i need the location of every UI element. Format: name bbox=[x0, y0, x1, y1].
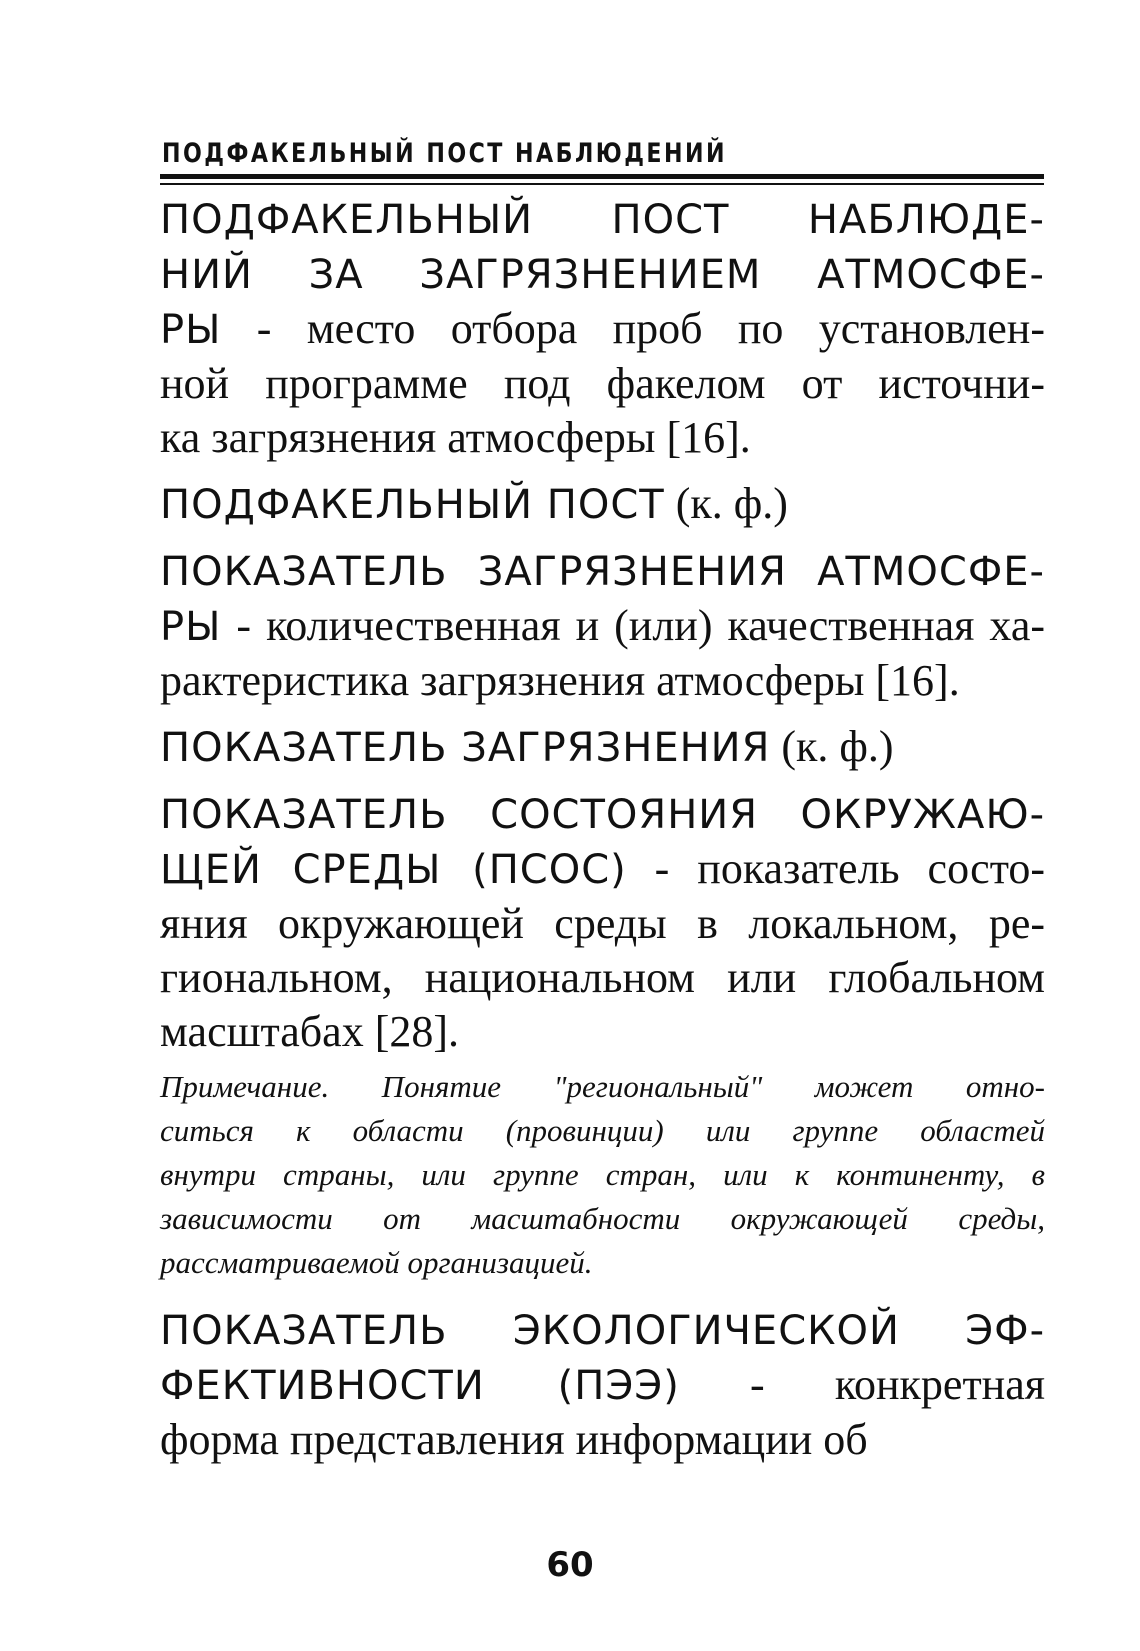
note-line: зависимости от масштабности окружающей среды, bbox=[160, 1201, 1045, 1236]
entry-line bbox=[160, 247, 1045, 302]
entry-line bbox=[160, 357, 1045, 411]
body-text bbox=[160, 192, 1045, 1479]
entry-line bbox=[160, 411, 1045, 465]
header-rule-thick bbox=[160, 174, 1044, 179]
entry-term: НИЙ ЗА ЗАГРЯЗНЕНИЕМ АТМОСФЕ- bbox=[160, 252, 1045, 298]
entry-note bbox=[160, 1065, 1045, 1285]
entry-term: ПОКАЗАТЕЛЬ ЗАГРЯЗНЕНИЯ АТМОСФЕ- bbox=[160, 549, 1045, 595]
entry-line bbox=[160, 192, 1045, 247]
entry-line bbox=[160, 1358, 1045, 1413]
note-line: внутри страны, или группе стран, или к континенту, в bbox=[160, 1157, 1045, 1192]
entry-term: ФЕКТИВНОСТИ (ПЭЭ) bbox=[160, 1363, 680, 1409]
note-line: Примечание. Понятие "региональный" может отно- bbox=[160, 1069, 1045, 1104]
running-head: ПОДФАКЕЛЬНЫЙ ПОСТ НАБЛЮДЕНИЙ bbox=[162, 138, 727, 169]
entry-definition: форма представления информации об bbox=[160, 1415, 868, 1464]
entry-definition: рактеристика загрязнения атмосферы [16]. bbox=[160, 656, 960, 705]
note-line: ситься к области (провинции) или группе областей bbox=[160, 1113, 1045, 1148]
entry-line bbox=[160, 720, 1045, 775]
dictionary-entry bbox=[160, 192, 1045, 465]
entry-definition: (к. ф.) bbox=[664, 479, 788, 528]
entry-line bbox=[160, 1303, 1045, 1358]
note-line: рассматриваемой организацией. bbox=[160, 1245, 593, 1280]
entry-line bbox=[160, 654, 1045, 708]
entry-definition: - место отбора проб по установлен- bbox=[221, 304, 1045, 353]
entry-definition: ной программе под факелом от источни- bbox=[160, 359, 1045, 408]
entry-line bbox=[160, 477, 1045, 532]
entry-term: ПОДФАКЕЛЬНЫЙ ПОСТ bbox=[160, 482, 665, 528]
entry-line bbox=[160, 897, 1045, 951]
dictionary-entry bbox=[160, 477, 1045, 532]
header-rule-thin bbox=[160, 183, 1044, 185]
dictionary-entry bbox=[160, 544, 1045, 708]
entry-definition: - конкретная bbox=[679, 1360, 1045, 1409]
entry-term: ПОКАЗАТЕЛЬ СОСТОЯНИЯ ОКРУЖАЮ- bbox=[160, 792, 1045, 838]
dictionary-entry bbox=[160, 787, 1045, 1285]
entry-line bbox=[160, 599, 1045, 654]
page-number: 60 bbox=[546, 1545, 594, 1585]
entry-line bbox=[160, 951, 1045, 1005]
dictionary-entry bbox=[160, 1303, 1045, 1467]
entry-definition: - количественная и (или) качественная ха- bbox=[221, 601, 1045, 650]
entry-definition: ка загрязнения атмосферы [16]. bbox=[160, 413, 751, 462]
entry-term: ПОКАЗАТЕЛЬ ЭКОЛОГИЧЕСКОЙ ЭФ- bbox=[160, 1308, 1045, 1354]
entry-term: ПОКАЗАТЕЛЬ ЗАГРЯЗНЕНИЯ bbox=[160, 725, 771, 771]
entry-definition: яния окружающей среды в локальном, ре- bbox=[160, 899, 1045, 948]
entry-definition: - показатель состо- bbox=[626, 844, 1046, 893]
entry-line bbox=[160, 544, 1045, 599]
entry-line bbox=[160, 1413, 1045, 1467]
dictionary-entry bbox=[160, 720, 1045, 775]
entry-term: ЩЕЙ СРЕДЫ (ПСОС) bbox=[160, 847, 627, 893]
entry-term: ПОДФАКЕЛЬНЫЙ ПОСТ НАБЛЮДЕ- bbox=[160, 197, 1045, 243]
entry-definition: (к. ф.) bbox=[770, 722, 894, 771]
entry-term: РЫ bbox=[160, 604, 222, 650]
entry-term: РЫ bbox=[160, 307, 222, 353]
entry-line bbox=[160, 787, 1045, 842]
entry-definition: гиональном, национальном или глобальном bbox=[160, 953, 1045, 1002]
entry-line bbox=[160, 1005, 1045, 1059]
entry-line bbox=[160, 842, 1045, 897]
entry-definition: масштабах [28]. bbox=[160, 1007, 459, 1056]
entry-line bbox=[160, 302, 1045, 357]
